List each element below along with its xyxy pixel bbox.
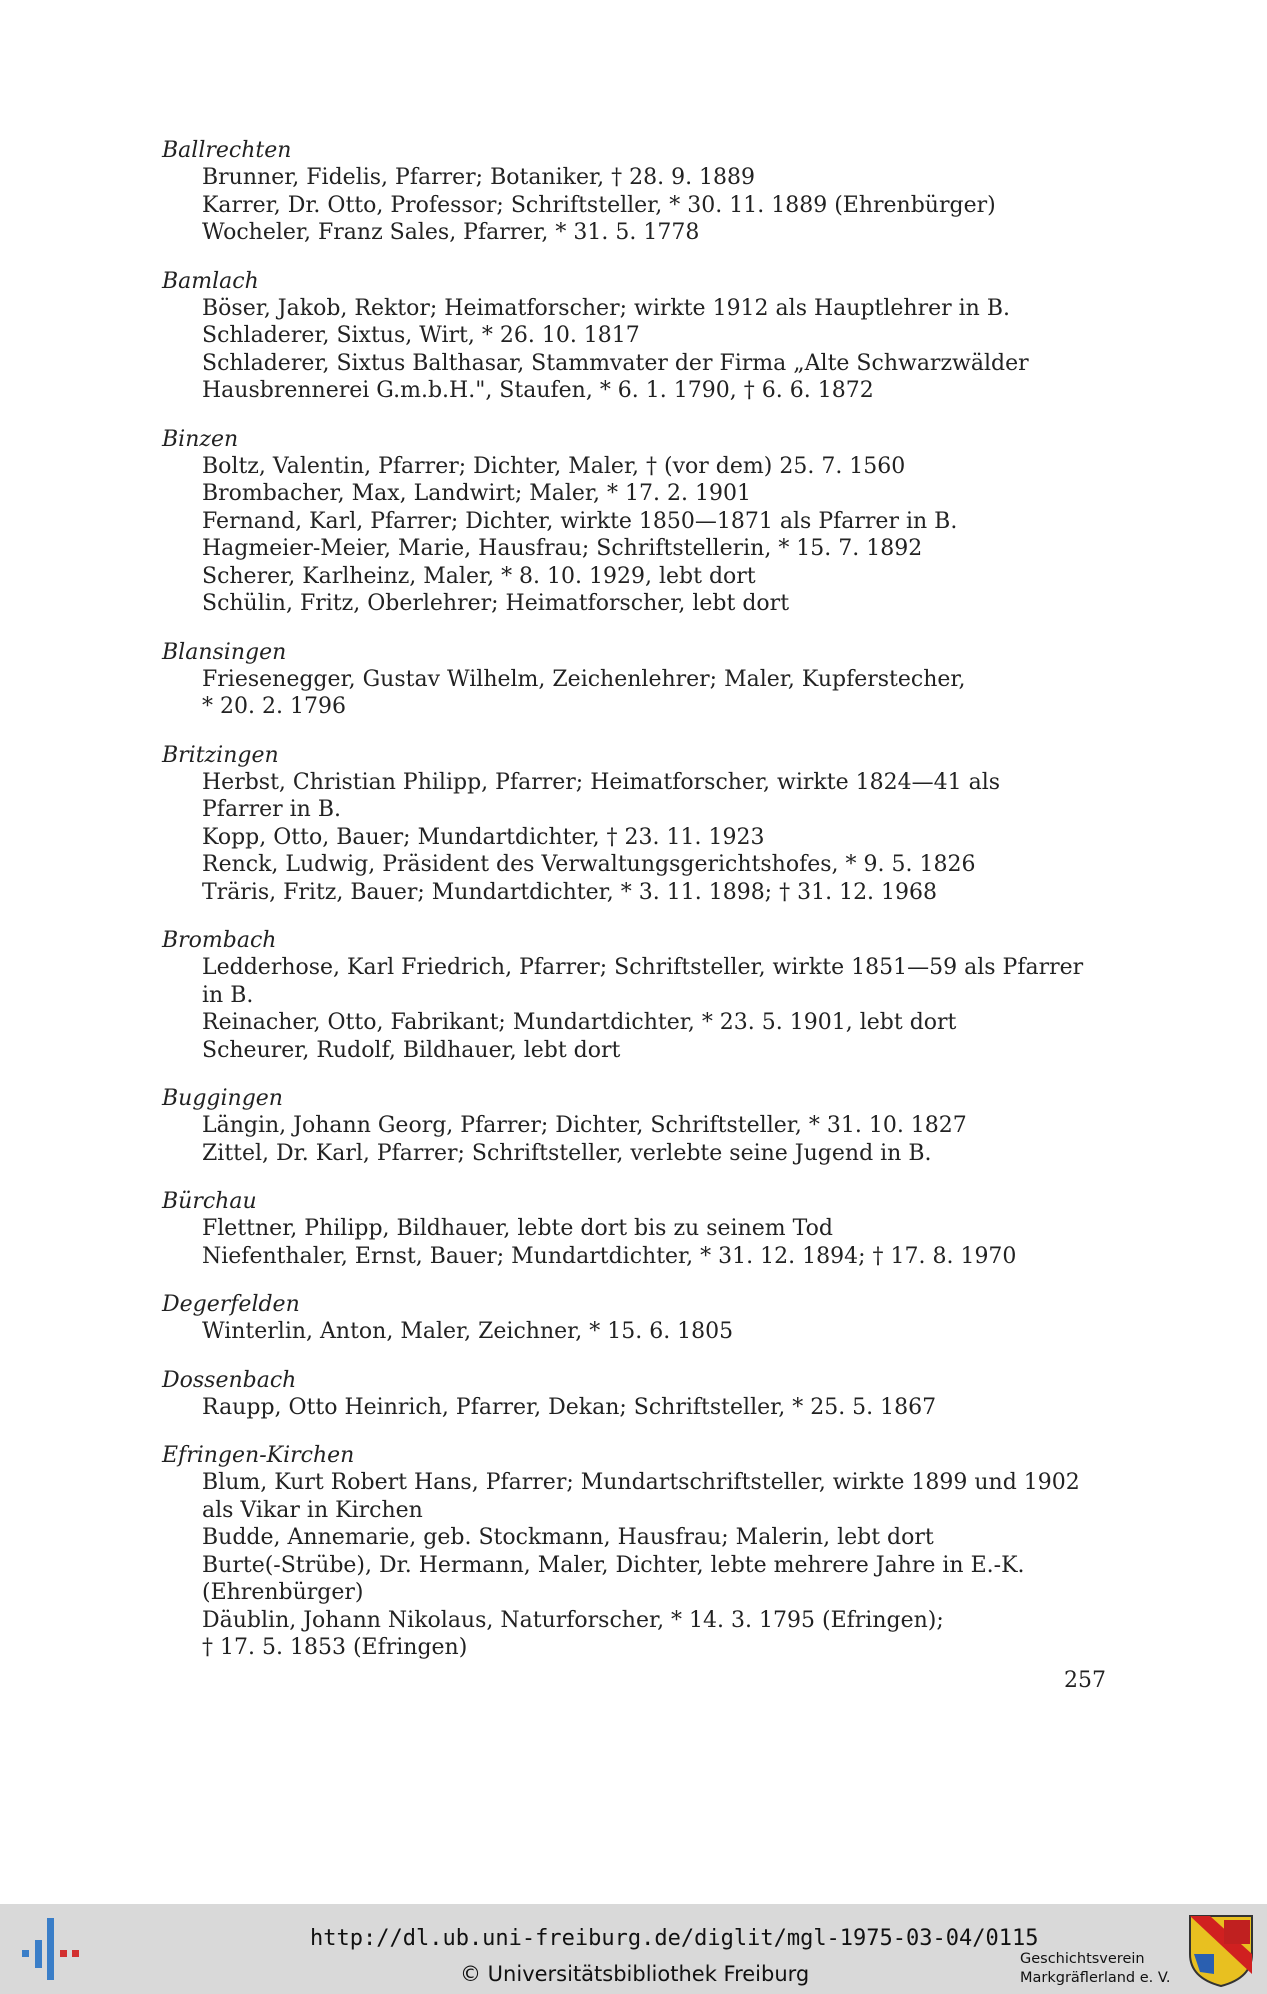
person-entry: Karrer, Dr. Otto, Professor; Schriftsteller, * 30. 11. 1889 (Ehrenbürger) [202,192,996,218]
page-number: 257 [1064,1668,1106,1693]
person-entry: Däublin, Johann Nikolaus, Naturforscher, * 14. 3. 1795 (Efringen); [202,1607,944,1633]
person-entry: Längin, Johann Georg, Pfarrer; Dichter, Schriftsteller, * 31. 10. 1827 [202,1113,967,1138]
place-section [162,1442,1112,1662]
copyright-text: © Universitätsbibliothek Freiburg [460,1962,810,1986]
person-entry: Budde, Annemarie, geb. Stockmann, Hausfrau; Malerin, lebt dort [202,1525,934,1550]
person-entry: Hausbrennerei G.m.b.H.", Staufen, * 6. 1. 1790, † 6. 6. 1872 [202,378,874,403]
coat-of-arms-icon [1188,1914,1254,1988]
person-entry: Winterlin, Anton, Maler, Zeichner, * 15. 6. 1805 [202,1319,734,1344]
person-entry: Renck, Ludwig, Präsident des Verwaltungsgerichtshofes, * 9. 5. 1826 [202,852,976,877]
person-entry: Schülin, Fritz, Oberlehrer; Heimatforscher, lebt dort [202,591,790,616]
person-entry: Zittel, Dr. Karl, Pfarrer; Schriftsteller, verlebte seine Jugend in B. [202,1140,932,1166]
person-entry: als Vikar in Kirchen [202,1497,423,1523]
person-entry: Raupp, Otto Heinrich, Pfarrer, Dekan; Schriftsteller, * 25. 5. 1867 [202,1394,937,1420]
society-name-line2: Markgräflerland e. V. [1020,1970,1171,1986]
person-entry: Kopp, Otto, Bauer; Mundartdichter, † 23. 11. 1923 [202,824,765,850]
place-section [162,1188,1112,1270]
person-entry: Herbst, Christian Philipp, Pfarrer; Heimatforscher, wirkte 1824—41 als [202,769,1001,795]
person-entry: Brunner, Fidelis, Pfarrer; Botaniker, † 28. 9. 1889 [202,165,756,190]
place-heading: Efringen-Kirchen [162,1443,355,1468]
place-section [162,742,1112,907]
person-entry: Flettner, Philipp, Bildhauer, lebte dort bis zu seinem Tod [202,1216,833,1241]
place-heading: Degerfelden [162,1292,300,1317]
person-entry: Reinacher, Otto, Fabrikant; Mundartdichter, * 23. 5. 1901, lebt dort [202,1010,957,1035]
footer-bar [0,1904,1267,1994]
person-entry: Blum, Kurt Robert Hans, Pfarrer; Mundartschriftsteller, wirkte 1899 und 1902 [202,1470,1080,1495]
person-entry: Boltz, Valentin, Pfarrer; Dichter, Maler, † (vor dem) 25. 7. 1560 [202,453,906,479]
place-heading: Blansingen [162,639,287,665]
place-heading: Britzingen [162,742,279,768]
person-entry: Wocheler, Franz Sales, Pfarrer, * 31. 5. 1778 [202,220,700,245]
place-section [162,639,1112,721]
person-entry: Friesenegger, Gustav Wilhelm, Zeichenlehrer; Maler, Kupferstecher, [202,666,966,692]
person-entry: Hagmeier-Meier, Marie, Hausfrau; Schriftstellerin, * 15. 7. 1892 [202,536,923,561]
person-entry: Scheurer, Rudolf, Bildhauer, lebt dort [202,1037,621,1063]
place-section [162,268,1112,405]
person-entry: Scherer, Karlheinz, Maler, * 8. 10. 1929, lebt dort [202,563,756,589]
person-entry: Ledderhose, Karl Friedrich, Pfarrer; Schriftsteller, wirkte 1851—59 als Pfarrer [202,955,1084,980]
person-entry: † 17. 5. 1853 (Efringen) [202,1635,468,1660]
person-entry: Schladerer, Sixtus Balthasar, Stammvater der Firma „Alte Schwarzwälder [202,350,1029,376]
place-heading: Bamlach [162,268,259,294]
person-entry: Böser, Jakob, Rektor; Heimatforscher; wirkte 1912 als Hauptlehrer in B. [202,295,1011,321]
place-heading: Ballrechten [162,138,292,163]
person-entry: (Ehrenbürger) [202,1580,364,1605]
place-heading: Bürchau [162,1189,257,1214]
person-entry: * 20. 2. 1796 [202,694,346,719]
person-entry: Niefenthaler, Ernst, Bauer; Mundartdichter, * 31. 12. 1894; † 17. 8. 1970 [202,1243,1017,1269]
place-section [162,1085,1112,1167]
place-section [162,426,1112,618]
person-entry: Brombacher, Max, Landwirt; Maler, * 17. 2. 1901 [202,481,751,506]
place-section [162,1291,1112,1346]
person-entry: Pfarrer in B. [202,797,341,822]
person-entry: Schladerer, Sixtus, Wirt, * 26. 10. 1817 [202,323,640,348]
person-entry: Fernand, Karl, Pfarrer; Dichter, wirkte 1850—1871 als Pfarrer in B. [202,508,958,534]
place-heading: Brombach [162,928,277,953]
place-section [162,1367,1112,1422]
document-body [162,137,1112,1683]
society-name-line1: Geschichtsverein [1020,1951,1145,1967]
place-heading: Buggingen [162,1086,283,1111]
library-logo-icon [20,1918,82,1980]
place-heading: Binzen [162,426,239,452]
person-entry: in B. [202,982,254,1008]
society-name [1020,1950,1171,1988]
person-entry: Burte(-Strübe), Dr. Hermann, Maler, Dichter, lebte mehrere Jahre in E.-K. [202,1552,1025,1578]
person-entry: Träris, Fritz, Bauer; Mundartdichter, * 3. 11. 1898; † 31. 12. 1968 [202,879,938,905]
place-heading: Dossenbach [162,1367,297,1393]
place-section [162,137,1112,247]
source-url-link[interactable]: http://dl.ub.uni-freiburg.de/diglit/mgl-1975-03-04/0115 [310,1926,1039,1951]
place-section [162,927,1112,1064]
